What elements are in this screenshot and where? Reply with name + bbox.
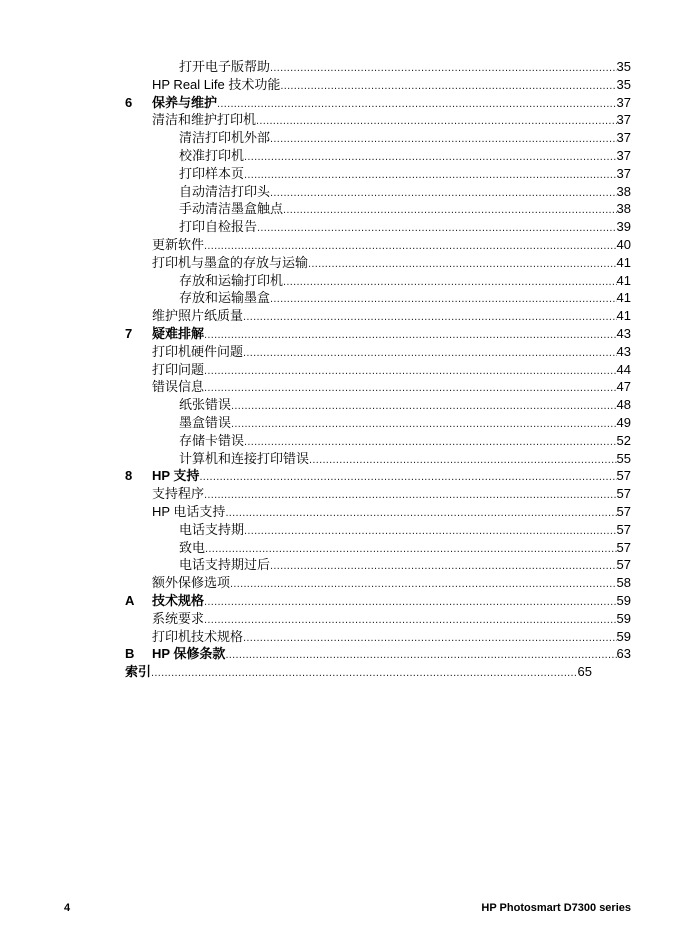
toc-entry-title: HP 电话支持 — [152, 503, 226, 519]
toc-entry-title: 存放和运输墨盒 — [179, 290, 271, 306]
toc-page-number: 57 — [616, 557, 631, 573]
toc-page-number: 43 — [616, 325, 631, 341]
toc-page-number: 47 — [616, 379, 631, 395]
toc-entry[interactable] — [0, 503, 631, 521]
toc-entry-title: 更新软件 — [152, 236, 205, 252]
toc-page-number: 41 — [616, 308, 631, 324]
toc-page-number: 37 — [616, 112, 631, 128]
toc-entry-title: 系统要求 — [152, 610, 205, 626]
toc-page-number: 37 — [616, 147, 631, 163]
toc-page-number: 38 — [616, 201, 631, 217]
toc-entry[interactable] — [0, 111, 631, 129]
toc-page-number: 55 — [616, 450, 631, 466]
toc-page-number: 37 — [616, 130, 631, 146]
toc-entry[interactable] — [0, 628, 631, 646]
toc-page-number: 57 — [616, 539, 631, 555]
toc-entry-title: 电话支持期 — [179, 521, 245, 537]
toc-entry-title: 清洁打印机外部 — [179, 130, 271, 146]
toc-page-number: 41 — [616, 272, 631, 288]
toc-entry-title: 存储卡错误 — [179, 432, 245, 448]
toc-entry-title: 打印机技术规格 — [152, 628, 244, 644]
toc-entry[interactable] — [0, 307, 631, 325]
toc-entry[interactable] — [0, 361, 631, 379]
toc-entry-title: 打印样本页 — [179, 165, 245, 181]
toc-entry[interactable] — [0, 236, 631, 254]
toc-entry-title: HP 支持 — [152, 468, 200, 484]
toc-page-number: 41 — [616, 290, 631, 306]
toc-page-number: 65 — [577, 664, 592, 680]
toc-chapter-entry[interactable] — [0, 592, 631, 610]
toc-entry-title: 保养与维护 — [152, 94, 218, 110]
toc-dot-leader — [151, 665, 578, 683]
toc-entry[interactable] — [0, 450, 631, 468]
toc-entry[interactable] — [0, 556, 631, 574]
toc-entry-title: 维护照片纸质量 — [152, 308, 244, 324]
toc-page-number: 38 — [616, 183, 631, 199]
toc-entry-title: 打开电子版帮助 — [179, 59, 271, 74]
toc-chapter-number: 7 — [125, 325, 133, 341]
toc-page-number: 59 — [616, 610, 631, 626]
toc-entry[interactable] — [0, 165, 631, 183]
toc-chapter-entry[interactable] — [0, 325, 631, 343]
toc-entry[interactable] — [0, 289, 631, 307]
toc-chapter-entry[interactable] — [0, 645, 631, 663]
toc-entry-title: 清洁和维护打印机 — [152, 112, 257, 128]
toc-entry-title: 疑难排解 — [152, 325, 205, 341]
toc-entry[interactable] — [0, 200, 631, 218]
toc-entry-title: 额外保修选项 — [152, 575, 231, 591]
toc-chapter-entry[interactable] — [0, 467, 631, 485]
toc-page-number: 40 — [616, 236, 631, 252]
toc-entry-title: 计算机和连接打印错误 — [179, 450, 310, 466]
toc-entry-title: 打印机硬件问题 — [152, 343, 244, 359]
toc-page-number: 37 — [616, 94, 631, 110]
toc-entry[interactable] — [0, 147, 631, 165]
toc-chapter-entry[interactable] — [0, 94, 631, 112]
toc-entry-title: 校准打印机 — [179, 147, 245, 163]
toc-page-number: 57 — [616, 503, 631, 519]
footer-product-name: HP Photosmart D7300 series — [481, 902, 631, 914]
toc-entry[interactable] — [0, 378, 631, 396]
toc-entry-title: 墨盒错误 — [179, 414, 232, 430]
toc-index-entry[interactable] — [0, 663, 592, 681]
toc-page-number: 41 — [616, 254, 631, 270]
toc-entry-title: 致电 — [179, 539, 206, 555]
toc-page-number: 52 — [616, 432, 631, 448]
toc-page-number: 37 — [616, 165, 631, 181]
toc-entry[interactable] — [0, 254, 631, 272]
footer-page-number: 4 — [64, 902, 71, 914]
toc-page-number: 57 — [616, 521, 631, 537]
page-footer — [0, 902, 683, 918]
toc-entry-title: 索引 — [125, 664, 152, 680]
toc-entry-title: 支持程序 — [152, 486, 205, 502]
toc-entry-title: 纸张错误 — [179, 397, 232, 413]
toc-page-number: 57 — [616, 468, 631, 484]
toc-entry-title: 打印机与墨盒的存放与运输 — [152, 254, 309, 270]
toc-page-number: 43 — [616, 343, 631, 359]
toc-chapter-number: 8 — [125, 468, 133, 484]
toc-entry[interactable] — [0, 610, 631, 628]
toc-entry[interactable] — [0, 396, 631, 414]
toc-entry-title: 技术规格 — [152, 592, 205, 608]
table-of-contents — [0, 58, 683, 681]
toc-page-number: 49 — [616, 414, 631, 430]
toc-entry-title: 存放和运输打印机 — [179, 272, 284, 288]
toc-entry-title: 自动清洁打印头 — [179, 183, 271, 199]
toc-entry-title: 打印问题 — [152, 361, 205, 377]
toc-entry[interactable] — [0, 76, 631, 94]
toc-page-number: 35 — [616, 59, 631, 74]
toc-entry[interactable] — [0, 574, 631, 592]
toc-entry[interactable] — [0, 183, 631, 201]
toc-page-number: 58 — [616, 575, 631, 591]
toc-entry-title: 电话支持期过后 — [179, 557, 271, 573]
toc-chapter-number: A — [125, 592, 135, 608]
toc-entry-title: 手动清洁墨盒触点 — [179, 201, 284, 217]
toc-entry-title: 错误信息 — [152, 379, 205, 395]
toc-entry-title: 打印自检报告 — [179, 219, 258, 235]
toc-entry[interactable] — [0, 272, 631, 290]
toc-chapter-number: 6 — [125, 94, 133, 110]
toc-entry[interactable] — [0, 129, 631, 147]
toc-entry[interactable] — [0, 485, 631, 503]
toc-page-number: 59 — [616, 628, 631, 644]
toc-page-number: 59 — [616, 592, 631, 608]
toc-page-number: 44 — [616, 361, 631, 377]
toc-entry-title: HP 保修条款 — [152, 646, 226, 662]
toc-chapter-number: B — [125, 646, 135, 662]
toc-entry[interactable] — [0, 414, 631, 432]
toc-entry[interactable] — [0, 58, 631, 76]
toc-page-number: 63 — [616, 646, 631, 662]
toc-page-number: 57 — [616, 486, 631, 502]
toc-page-number: 39 — [616, 219, 631, 235]
toc-entry[interactable] — [0, 343, 631, 361]
toc-page-number: 48 — [616, 397, 631, 413]
toc-entry[interactable] — [0, 539, 631, 557]
toc-entry[interactable] — [0, 432, 631, 450]
toc-entry[interactable] — [0, 218, 631, 236]
toc-entry[interactable] — [0, 521, 631, 539]
toc-entry-title: HP Real Life 技术功能 — [152, 76, 281, 92]
toc-page-number: 35 — [616, 76, 631, 92]
